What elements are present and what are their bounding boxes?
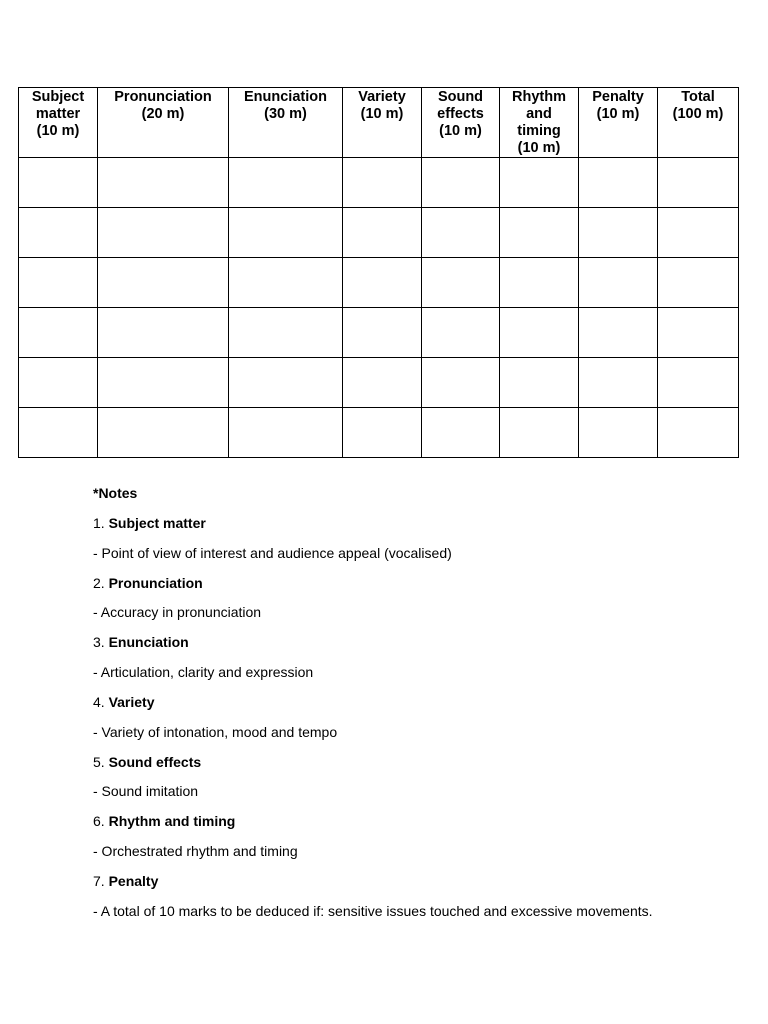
- note-description: - Point of view of interest and audience appeal (vocalised): [93, 544, 452, 561]
- score-cell[interactable]: [500, 158, 579, 208]
- score-cell[interactable]: [658, 158, 739, 208]
- header-variety: [343, 88, 422, 158]
- score-cell[interactable]: [19, 308, 98, 358]
- score-cell[interactable]: [343, 258, 422, 308]
- score-cell[interactable]: [229, 308, 343, 358]
- score-cell[interactable]: [19, 208, 98, 258]
- score-table-body: [19, 158, 739, 458]
- note-number: 5.: [93, 753, 105, 770]
- score-cell[interactable]: [19, 258, 98, 308]
- note-heading-text: Rhythm and timing: [108, 813, 236, 830]
- score-cell[interactable]: [500, 208, 579, 258]
- score-cell[interactable]: [579, 208, 658, 258]
- note-heading: [93, 514, 733, 544]
- header-sound-effects: [422, 88, 500, 158]
- score-cell[interactable]: [500, 308, 579, 358]
- score-cell[interactable]: [343, 358, 422, 408]
- note-heading: [93, 753, 733, 783]
- note-description: - Variety of intonation, mood and tempo: [93, 723, 338, 740]
- header-row: [19, 88, 739, 158]
- header-subject-matter: [19, 88, 98, 158]
- score-cell[interactable]: [19, 358, 98, 408]
- score-cell[interactable]: [579, 158, 658, 208]
- score-cell[interactable]: [343, 408, 422, 458]
- score-cell[interactable]: [579, 308, 658, 358]
- header-label: Enunciation (30 m): [244, 89, 327, 122]
- note-description: - Sound imitation: [93, 783, 199, 800]
- table-row: [19, 258, 739, 308]
- header-label: Sound effects (10 m): [437, 89, 484, 139]
- note-heading: [93, 633, 733, 663]
- header-label: Pronunciation (20 m): [114, 89, 212, 122]
- note-description: - Articulation, clarity and expression: [93, 664, 314, 681]
- score-cell[interactable]: [98, 408, 229, 458]
- note-number: 4.: [93, 693, 105, 710]
- header-label: Penalty (10 m): [592, 89, 644, 122]
- note-number: 6.: [93, 813, 105, 830]
- header-label: Subject matter (10 m): [31, 89, 85, 139]
- note-heading: [93, 693, 733, 723]
- score-cell[interactable]: [19, 158, 98, 208]
- score-cell[interactable]: [98, 158, 229, 208]
- score-cell[interactable]: [422, 208, 500, 258]
- note-description: - Orchestrated rhythm and timing: [93, 843, 298, 860]
- score-cell[interactable]: [229, 358, 343, 408]
- header-label: Total (100 m): [672, 89, 724, 122]
- score-cell[interactable]: [579, 408, 658, 458]
- score-cell[interactable]: [579, 358, 658, 408]
- note-heading-text: Variety: [108, 693, 155, 710]
- note-number: 7.: [93, 872, 105, 889]
- table-row: [19, 308, 739, 358]
- score-cell[interactable]: [658, 258, 739, 308]
- note-description: - Accuracy in pronunciation: [93, 604, 262, 621]
- note-heading-text: Subject matter: [108, 514, 206, 531]
- score-cell[interactable]: [422, 408, 500, 458]
- score-cell[interactable]: [658, 308, 739, 358]
- score-cell[interactable]: [229, 258, 343, 308]
- notes-title: *Notes: [93, 485, 138, 501]
- header-rhythm-and-timing: [500, 88, 579, 158]
- score-cell[interactable]: [658, 408, 739, 458]
- note-number: 1.: [93, 514, 105, 531]
- score-cell[interactable]: [422, 308, 500, 358]
- note-number: 2.: [93, 574, 105, 591]
- notes-list: [93, 514, 733, 932]
- score-cell[interactable]: [343, 158, 422, 208]
- score-cell[interactable]: [658, 358, 739, 408]
- score-cell[interactable]: [422, 158, 500, 208]
- score-cell[interactable]: [579, 258, 658, 308]
- header-pronunciation: [98, 88, 229, 158]
- header-label: Rhythm and timing (10 m): [512, 89, 566, 156]
- score-cell[interactable]: [98, 358, 229, 408]
- header-enunciation: [229, 88, 343, 158]
- score-cell[interactable]: [98, 308, 229, 358]
- score-cell[interactable]: [229, 158, 343, 208]
- note-heading-text: Enunciation: [108, 634, 189, 651]
- score-cell[interactable]: [229, 408, 343, 458]
- header-label: Variety (10 m): [358, 89, 406, 122]
- note-heading-text: Penalty: [108, 872, 159, 889]
- table-row: [19, 358, 739, 408]
- header-total: [658, 88, 739, 158]
- score-cell[interactable]: [98, 258, 229, 308]
- table-row: [19, 208, 739, 258]
- score-cell[interactable]: [343, 208, 422, 258]
- note-heading: [93, 812, 733, 842]
- score-cell[interactable]: [422, 258, 500, 308]
- score-cell[interactable]: [500, 358, 579, 408]
- table-row: [19, 408, 739, 458]
- header-penalty: [579, 88, 658, 158]
- notes-section: [93, 484, 733, 932]
- score-cell[interactable]: [98, 208, 229, 258]
- note-description: - A total of 10 marks to be deduced if: sensitive issues touched and excessive movements.: [93, 902, 653, 919]
- note-heading: [93, 872, 733, 902]
- score-cell[interactable]: [500, 408, 579, 458]
- score-cell[interactable]: [500, 258, 579, 308]
- note-heading-text: Pronunciation: [108, 574, 203, 591]
- note-heading-text: Sound effects: [108, 753, 202, 770]
- score-cell[interactable]: [343, 308, 422, 358]
- table-row: [19, 158, 739, 208]
- score-cell[interactable]: [229, 208, 343, 258]
- score-cell[interactable]: [422, 358, 500, 408]
- score-cell[interactable]: [658, 208, 739, 258]
- note-heading: [93, 574, 733, 604]
- score-table: [18, 87, 739, 458]
- score-cell[interactable]: [19, 408, 98, 458]
- note-number: 3.: [93, 634, 105, 651]
